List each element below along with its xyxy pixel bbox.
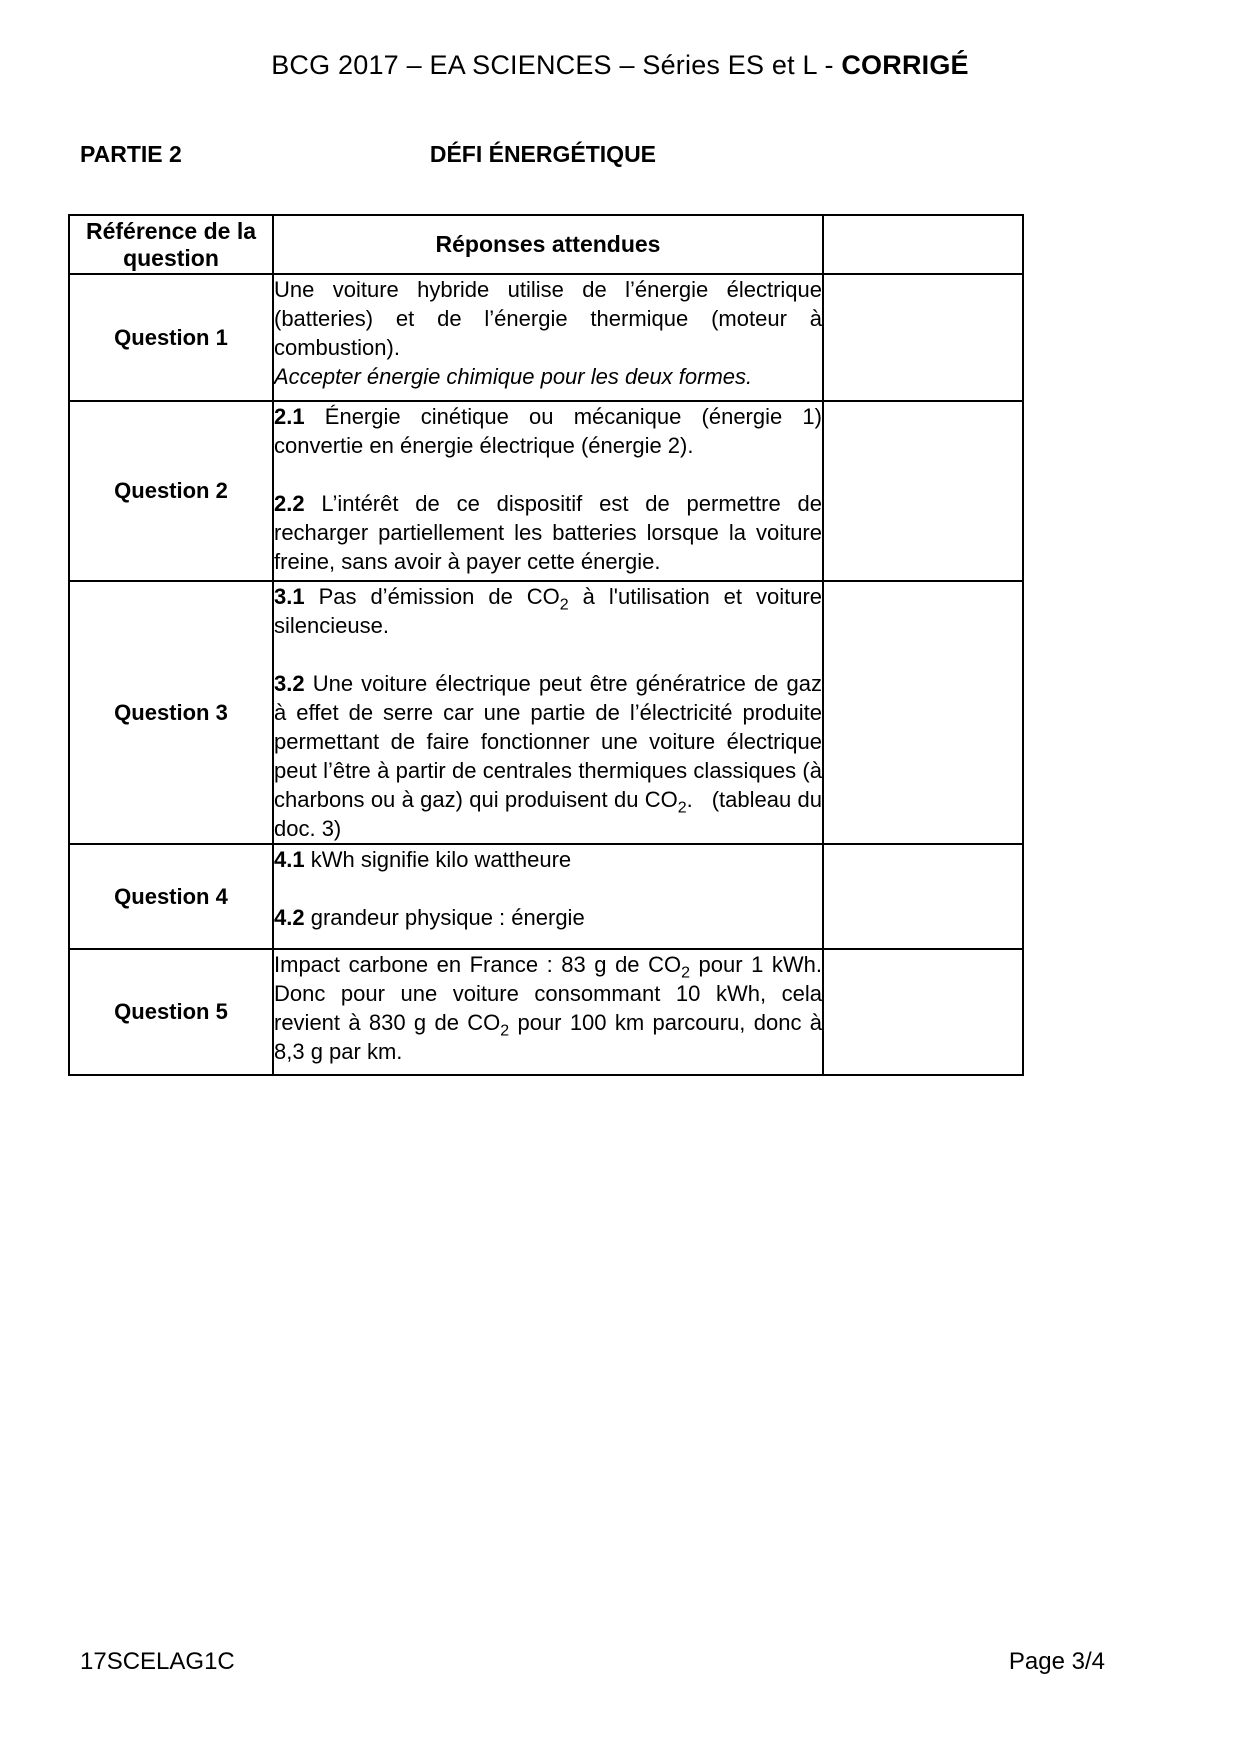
marks-cell-empty [823, 274, 1023, 401]
answer-cell [273, 401, 829, 581]
text-run: à l'utilisation et voiture silencieuse. [274, 584, 829, 638]
text-run: grandeur physique : énergie [304, 905, 585, 930]
answer-cell [273, 581, 829, 844]
marks-cell-empty [823, 844, 1023, 949]
text-run: pour 1 kWh. Donc pour une voiture consommant 10 kWh, cela revient à 830 g de CO [274, 952, 829, 1035]
answer-cell [273, 274, 829, 401]
text-run: kWh signifie kilo wattheure [304, 847, 572, 872]
question-ref-cell: Question 3 [69, 581, 273, 844]
document-title [0, 0, 1240, 81]
marks-cell-empty [823, 401, 1023, 581]
text-run: 3.1 [274, 584, 305, 609]
question-ref-cell: Question 1 [69, 274, 273, 401]
text-run: L’intérêt de ce dispositif est de permettre de recharger partiellement les batteries lorsque la voiture freine, sans avoir à payer cette énergie. [274, 491, 829, 574]
footer-page-number: Page 3/4 [1008, 1648, 1105, 1675]
blank-line [274, 874, 822, 903]
table-header-row [69, 215, 1023, 274]
text-run: pour 100 km parcouru, donc à 8,3 g par km. [274, 1010, 829, 1064]
header-question-reference: Référence de la question [69, 215, 273, 274]
answer-paragraph [274, 950, 829, 1066]
text-run: Impact carbone en France : 83 g de CO [274, 952, 682, 977]
marks-cell-empty [823, 949, 1023, 1075]
text-run: 4.1 [274, 847, 305, 872]
table-row [69, 844, 1023, 949]
answer-paragraph [274, 582, 829, 640]
answer-paragraph [274, 845, 822, 874]
answer-paragraph [274, 903, 822, 932]
header-marks-empty [823, 215, 1023, 274]
document-title-text: BCG 2017 – EA SCIENCES – Séries ES et L - [271, 50, 842, 80]
answer-paragraph [274, 402, 829, 460]
table-row [69, 274, 1023, 401]
text-run: 4.2 [274, 905, 305, 930]
table-body [69, 274, 1023, 1075]
answer-paragraph [274, 489, 829, 576]
text-run: . (tableau du doc. 3) [274, 787, 829, 841]
text-run: Énergie cinétique ou mécanique (énergie 1) convertie en énergie électrique (énergie 2). [274, 404, 829, 458]
partie-label: PARTIE 2 [80, 141, 182, 167]
answer-paragraph [274, 362, 822, 391]
header-reponses-attendues: Réponses attendues [273, 215, 823, 274]
question-ref-cell: Question 4 [69, 844, 273, 949]
question-ref-cell: Question 2 [69, 401, 273, 581]
text-run: 3.2 [274, 671, 305, 696]
footer-document-code: 17SCELAG1C [80, 1648, 235, 1675]
blank-line [274, 460, 822, 489]
text-run: Une voiture hybride utilise de l’énergie électrique (batteries) et de l’énergie thermique (moteur à combustion). [274, 277, 829, 360]
page-footer [0, 1648, 1240, 1676]
table-row [69, 581, 1023, 844]
text-run: Accepter énergie chimique pour les deux formes. [274, 364, 753, 389]
text-run: 2.2 [274, 491, 305, 516]
subscript-text-run: 2 [559, 596, 569, 614]
answer-cell [273, 844, 823, 949]
question-ref-cell: Question 5 [69, 949, 273, 1075]
subscript-text-run: 2 [677, 799, 687, 817]
answer-paragraph [274, 275, 829, 362]
blank-line [274, 640, 822, 669]
text-run: Pas d’émission de CO [304, 584, 560, 609]
answer-cell [273, 949, 829, 1075]
section-header [0, 141, 1240, 168]
section-title: DÉFI ÉNERGÉTIQUE [429, 141, 657, 167]
text-run: Une voiture électrique peut être génératrice de gaz à effet de serre car une partie de l’électricité produite permettant de faire fonctionner une voiture électrique peut l’être à partir de centrales thermiques classiques (à charbons ou à gaz) qui produisent du CO [274, 671, 829, 812]
document-title-corrige: CORRIGÉ [841, 50, 969, 80]
table-row [69, 401, 1023, 581]
subscript-text-run: 2 [681, 964, 690, 982]
answer-paragraph [274, 669, 829, 843]
marks-cell-empty [823, 581, 1023, 844]
subscript-text-run: 2 [500, 1022, 510, 1040]
table-row [69, 949, 1023, 1075]
text-run: 2.1 [274, 404, 305, 429]
answers-table [68, 214, 1024, 1076]
